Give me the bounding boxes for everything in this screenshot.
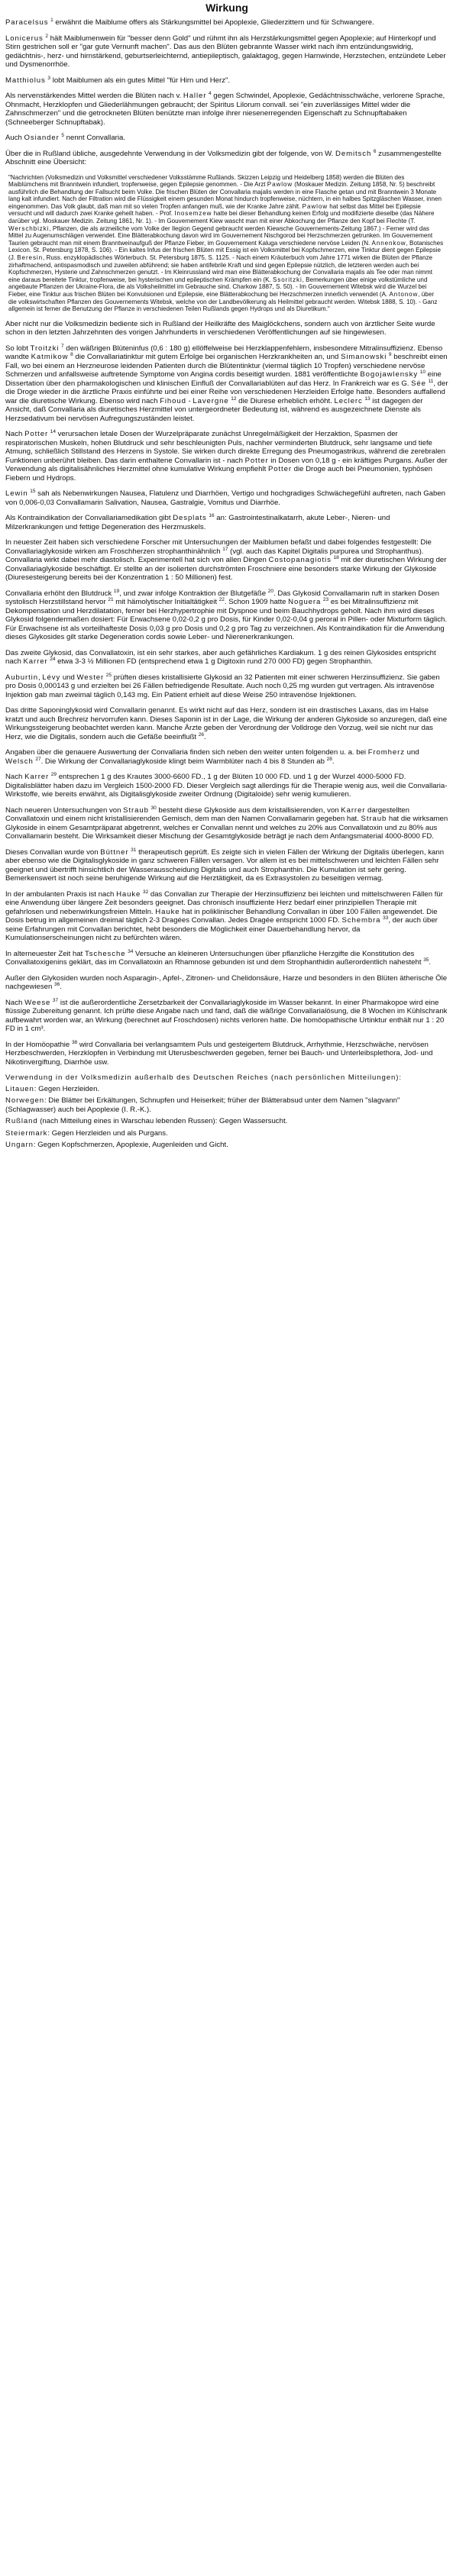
footnote-ref: 34 [128, 948, 134, 954]
body-text-bottom [5, 320, 448, 1067]
text-run: die Convallariatinktur mit gutem Erfolge bei organischen Herzkrankheiten an, und [73, 353, 341, 362]
text-run: lobt Maiblumen als ein gutes Mittel "für Hirn und Herz". [50, 76, 231, 85]
author-name: Matthiolus [5, 76, 46, 85]
author-name: Fihoud [160, 396, 186, 405]
paragraph [5, 18, 448, 27]
text-run: sah als Nebenwirkungen Nausea, Flatulenz und Diarrhöen, Vertigo und hochgradiges Schwächegefühl auftreten, nach Gaben von 0,006-0,03 Convallamarin Salivation, Nausea, Gastralgie, Vomitus und Diarrhöe. [5, 489, 446, 507]
author-name: Fromherz [367, 748, 405, 757]
country-name: Norwegen [5, 1096, 44, 1106]
paragraph [5, 150, 448, 167]
footnote-ref: 3 [47, 75, 51, 81]
footnote-ref: 14 [50, 429, 56, 435]
country-usage: : Die Blätter bei Erkältungen, Schnupfen und Heiserkeit; früher der Blätterabsud unter dem Namen "slagvann" (Schlagwasser) auch bei Apoplexie (I. R.-K.). [5, 1096, 400, 1114]
footnote-ref: 36 [54, 982, 60, 988]
text-run: Aber nicht nur die Volksmedizin bediente sich in Rußland der Heilkräfte des Maiglöckchens, sondern auch von ärztlicher Seite wurde schon in den letzten Jahrzehnten des vorigen Jahrhunderts in verschiedenen Veröffentlichungen auf sie hingewiesen. [5, 319, 435, 337]
text-run: . [60, 983, 62, 992]
footnote-ref: 12 [231, 395, 237, 402]
footnote-ref: 25 [105, 672, 112, 678]
russia-quote-block [8, 174, 448, 313]
text-run: In alterneuester Zeit hat [5, 949, 85, 958]
paragraph [5, 748, 448, 766]
footnote-ref: 19 [113, 588, 120, 594]
paragraph [5, 950, 448, 967]
paragraph [5, 1041, 448, 1067]
footnote-ref: 2 [45, 33, 48, 39]
footnote-ref: 8 [70, 352, 73, 358]
text-run: So lobt [5, 344, 31, 353]
paragraph [5, 848, 448, 883]
author-name: Pawlow [302, 202, 328, 210]
text-run: , Bemerkungen über einige volkstümliche und angebaute Pflanzen der Ukraine-Flora, die als Volksheilmittel im Gebrauche sind. Charkow 1887, S. 50). - Im Gouvernement Witebsk wird die Wurzel bei Fieber, eine Tinktur aus frischen Blüten bei Konvulsionen und Epilepsie, eine Blätterabkochung bei Herzschmerzen innerlich verwendet (A. [8, 276, 428, 298]
footnote-ref: 31 [131, 847, 137, 853]
text-run: Auch [5, 134, 24, 142]
text-run: und [404, 748, 419, 757]
author-name: Beresin [17, 254, 43, 262]
text-run: hatte bei dieser Behandlung keinen Erfolg und modifizierte dieselbe (das Nähere darüber vgl. Moskauer Medizin. Zeitung 1861, Nr. 1). - Im Gouvernement Kiew wascht man mit einer Abkochung der Pflanze den Kopf bei Flechte (T. [8, 210, 435, 225]
text-run: wird Convallaria bei verlangsamtem Puls und gesteigertem Blutdruck, Arrhythmie, Herzschwäche, nervösen Herzbeschwerden, Herzklopfen in Verbindung mit Uterusbeschwerden gegeben, ferner bei Bauch- und Unterleibsplethora, Jod- und Nikotinvergiftung, Diarrhöe usw. [5, 1040, 433, 1067]
text-run: nennt Convallaria. [63, 134, 125, 142]
folk-entry [5, 1085, 448, 1094]
footnote-ref: 11 [428, 378, 434, 384]
paragraph [5, 344, 448, 424]
text-run: hält Maiblumenwein für "besser denn Gold" und rühmt ihn als Herzstärkungsmittel gegen Apoplexie; auf Hinterkopf und Stirn gestrichen soll er "gar gute Vernunft machen". Das aus den Blüten gebrannte Wasser wirkt nach ihm entzündungswidrig, gedächtnis-, herz- und hirnstärkend, geburtserleichternd, antiepileptisch, galaktagog, gegen Harnwinde, Herzstechen, entzündete Leber und Dysmenorrhöe. [5, 34, 446, 69]
text-run: Nach [5, 998, 25, 1007]
footnote-ref: 6 [373, 148, 377, 154]
author-name: Lonicerus [5, 34, 44, 43]
country-name: Steiermark [5, 1128, 48, 1138]
paragraph [5, 806, 448, 841]
footnote-ref: 18 [333, 555, 339, 561]
author-name: Hauke [155, 907, 180, 916]
footnote-ref: 20 [267, 588, 273, 594]
folk-medicine-heading: Verwendung in der Volksmedizin außerhalb des Deutschen Reiches (nach persönlichen Mitteilungen): [5, 1073, 402, 1083]
country-usage: : Gegen Herzleiden und als Purgans. [47, 1128, 168, 1138]
text-run: Über die in Rußland übliche, ausgedehnte Verwendung in der Volksmedizin gibt der folgende, von W. [5, 149, 335, 158]
footnote-ref: 33 [383, 915, 389, 922]
text-run: die Droge auch bei Pneumonien, typhösen Fiebern und Hydrops. [5, 465, 432, 483]
country-name: Litauen [5, 1084, 34, 1093]
text-run: , über die volkswirtschaften Pflanzen des Gouvernements Witebsk, welche von der Landbevölkerung als Heilmittel gebraucht werden. Witebsk 1888, S. 10). - Ganz allgemein ist ferner die Benutzung der Pflanze in verschiedenen Teilen Rußlands gegen Hydrops und als Diuretikum." [8, 291, 438, 313]
paragraph [5, 999, 448, 1034]
text-run: hat in poliklinischer Behandlung Convallan in über 100 Fällen angewendet. Die Dosis betrug im allgemeinen dreimal täglich 2-3 Dragées Convallan. Jedes Dragée entspricht 1000 FD. [5, 907, 438, 925]
paragraph [5, 430, 448, 483]
author-name: Sée [411, 379, 426, 388]
author-name: Welsch [5, 757, 34, 766]
footnote-ref: 23 [322, 597, 329, 603]
folk-entry [5, 1141, 448, 1150]
footnote-ref: 22 [218, 597, 225, 603]
author-name: Paracelsus [5, 18, 49, 27]
author-name: Potter [244, 456, 269, 465]
text-run: Versuche an kleineren Untersuchungen über pflanzliche Herzgifte die Konstitution des Convallatoxigenins geklärt, das im Convallatoxin an Rhamnose gebunden ist und dem Strophanthidin außerordentlich nahesteht [5, 949, 424, 967]
paragraph [5, 649, 448, 667]
folk-entry [5, 1096, 448, 1114]
country-name: Rußland [5, 1117, 38, 1126]
author-name: Inosemzew [174, 210, 212, 218]
text-run: dargestellten Convallatoxin und einem nicht kristallisierenden Gemisch, dem man den Namen Convallamarin gegeben hat. [5, 805, 409, 824]
text-run: (vgl. auch das Kapitel Digitalis purpurea und Strophanthus). Convallaria wirkt dabei mehr diastolisch. Experimentell hat sich von allen Dingen [5, 547, 424, 565]
author-name: Lewin [5, 489, 28, 499]
text-run: ist die außerordentliche Zersetzbarkeit der Convallariaglykoside im Wasser bekannt. In einer Pharmakopoe wird eine flüssige Zubereitung genannt. Ich prüfte diese Angabe nach und fand, daß die wäßrige Convallarialösung, die 8 Wochen im Kühlschrank aufbewahrt worden war, an Wirkung (berechnet auf Froschdosen) nichts verloren hatte. Die homöopathische Urtinktur enthält nur 1 : 20 FD in 1 cm³. [5, 998, 448, 1034]
author-name: Karrer [24, 773, 50, 782]
author-name: Karrer [23, 657, 48, 667]
text-run: die Diurese erheblich erhöht. [236, 396, 335, 405]
text-run: Convallaria erhöht den Blutdruck [5, 589, 114, 598]
author-name: Wester [76, 673, 105, 682]
footnote-ref: 26 [198, 731, 204, 738]
text-run: Das dritte Saponinglykosid wird Convallarin genannt. Es wirkt nicht auf das Herz, sondern ist ein drastisches Laxans, das im Halse kratzt und auch Brechreiz hervorrufen kann. Dieses Saponin ist in der Lage, die Wirkung der anderen Glykoside so anzuregen, daß eine Wirkungssteigerung beobachtet werden kann. Manche Ärzte geben der Verordnung der Volldroge den Vorzug, weil sie nicht nur das Herz, wie die Digitalis, sondern auch die Gefäße beeinflußt [5, 706, 448, 741]
text-run: . [429, 958, 432, 967]
text-run: erwähnt die Maiblume offers als Stärkungsmittel bei Apoplexie, Gliederzittern und für Schwangere. [53, 18, 374, 27]
paragraph [5, 320, 448, 337]
author-name: Antonow [389, 291, 419, 298]
footnote-ref: 32 [142, 889, 149, 895]
text-run: das Convallan zur Therapie der Herzinsuffizienz bei leichten und mittelschweren Fällen für eine Anwendung über längere Zeit besonders geeignet. Das chronisch insuffiziente Herz bedarf einer prinzipiellen Therapie mit gefahrlosen und nebenwirkungsfreien Mitteln. [5, 889, 443, 916]
author-name: Ssoritzki [272, 276, 303, 283]
footnote-ref: 9 [388, 352, 392, 358]
text-run: therapeutisch geprüft. Es zeigte sich in vielen Fällen der Wirkung der Digitalis überlegen, kann aber ebenso wie die Digitalisglykoside in ganz schweren Fällen versagen. Vor allem ist es bei mittelschweren und leichten Fällen sehr geeignet und übertrifft hinsichtlich der Wasserausscheidung Digitalis und auch Strophanthin. Die Kumulation ist sehr gering. Bemerkenswert ist noch seine beruhigende Wirkung auf die Herztätigkeit, da es Extrasystolen zu beseitigen vermag. [5, 847, 445, 883]
text-run: - [186, 396, 193, 405]
author-name: Potter [24, 430, 49, 439]
footnote-ref: 29 [50, 772, 57, 778]
author-name: Straub [123, 805, 149, 815]
footnote-ref: 5 [61, 132, 64, 138]
paragraph [5, 489, 448, 507]
author-name: Simanowski [341, 353, 387, 362]
author-name: Lavergne [193, 396, 229, 405]
text-run: mit der diuretischen Wirkung der Convallariaglykoside beschäftigt. Er stellte an der isolierten durchströmten Froschniere eine besonders starke Wirkung der Glykoside (Diuresesteigerung bereits bei der Konzentration 1 : 50 Millionen) fest. [5, 556, 447, 583]
text-run: Nach neueren Untersuchungen von [5, 805, 124, 815]
paragraph [5, 974, 448, 992]
footnote-ref: 17 [222, 546, 228, 552]
text-run: , der die Droge wieder in die ärztliche Praxis einführte und bei einer Reihe von verschiedenen Herzleiden Erfolge hatte. Besonders auffallend war die diuretische Wirkung. Ebenso wird nach [5, 379, 448, 405]
text-run: Nach [5, 430, 25, 439]
text-run: gegen Schwindel, Apoplexie, Gedächtnisschwäche, verlorene Sprache, Ohnmacht, Herzklopfen und Gliederlähmungen gebraucht; der Spiritus Lilorum convall. sei "ein zuverlässiges Mittel wider die Zahnschmerzen" und die getrockneten Blüten benützte man infolge ihrer niesenerregenden Eigenschaft zu Schnupftabaken (Schneeberger Schnupftabak). [5, 92, 445, 127]
text-run: Als nervenstärkendes Mittel werden die Blüten nach v. [5, 92, 183, 100]
author-name: Lévy [42, 673, 61, 682]
text-run: in Dosen von 0,18 g - ein kräftiges Purgans. Außer der Verwendung als digitalisähnliches Herzmittel ohne kumulative Wirkung empfiehlt [5, 456, 448, 474]
author-name: Haller [183, 92, 207, 100]
body-text-top [5, 18, 448, 167]
author-name: Karrer [341, 805, 366, 815]
footnote-ref: 10 [419, 370, 425, 376]
text-run: es bei Mitralinsuffizienz mit Dekompensation und Herzdilatation, ferner bei Herzhypertrophie mit Dyspnoe und beim Bauchhydrops geholt. Nach ihm wird dieses Glykosid folgendermaßen dosiert: Für Erwachsene 0,02-0,2 g pro Dosis, für Kinder 0,02-0,04 g peroral in Pillen- oder Mixturform täglich. Für Erwachsene ist als vorteilhafteste Dosis 0,03 g pro Dosis und 0,2 g pro Tag zu verzeichnen. Als Kontraindikation für die Anwendung dieses Glykosides gilt starke Degeneration cordis sowie Leber- und Nierenerkrankungen. [5, 598, 448, 642]
text-run: ist dagegen der Ansicht, daß Convallaria als diuretisches Herzmittel von untergeordneter Bedeutung ist, während es ausgezeichnete Dienste als Herzsedativum bei nervösen Aufregungszuständen leistet. [5, 396, 423, 423]
paragraph [5, 34, 448, 69]
author-name: Auburtin [5, 673, 38, 682]
paragraph [5, 589, 448, 642]
footnote-ref: 30 [150, 805, 157, 811]
text-run: an: Gastrointestinalkatarrh, akute Leber-, Nieren- und Milzerkrankungen und fettige Degeneration des Herzmuskels. [5, 514, 390, 531]
author-name: Hauke [116, 889, 141, 899]
author-name: Tschesche [85, 949, 126, 958]
paragraph [5, 890, 448, 943]
author-name: Bogojawlensky [360, 370, 419, 379]
footnote-ref: 21 [108, 597, 114, 603]
text-run: , [37, 673, 43, 682]
text-run: . Schon 1909 hatte [224, 598, 289, 607]
text-run: "Nachrichten (Volksmedizin und Volksmittel verschiedener Volksstämme Rußlands. Skizzen Leipzig und Heidelberg 1858) werden die Blüten des Maiblümchens mit Branntwein infundiert, tropfenweise, gegen Epilepsie genommen. - Die Arzt [8, 173, 405, 189]
author-name: Leclerc [334, 396, 363, 405]
author-name: Noguera [288, 598, 322, 607]
text-run: hat die wirksamen Glykoside in einem Gesamtpräparat abgetrennt, welches er Convallan nennt und welches zu 20% aus Convallatoxin und zu 80% aus Convallamarin besteht. Die Wirksamkeit dieser Mischung der Gesamtglykoside beträgt je nach dem Anfangsmaterial 4000-8000 FD. [5, 815, 448, 841]
footnote-ref: 7 [60, 343, 64, 349]
text-run: Das zweite Glykosid, das Convallatoxin, ist ein sehr starkes, aber auch gefährliches Kardiakum. 1 g des reinen Glykosides entspricht nach [5, 648, 436, 667]
text-run: . [204, 732, 206, 741]
author-name: Schembra [341, 916, 381, 925]
text-run: hat selbst das Mittel bei Epilepsie versucht und will dadurch zwei Kranke geheilt haben. - Prof. [8, 202, 421, 218]
text-run: In der Homöopathie [5, 1040, 72, 1049]
text-run: . Das Glykosid Convallamarin ruft in starken Dosen systolisch Herzstillstand hervor [5, 589, 439, 607]
text-run: prüften dieses kristallisierte Glykosid an 32 Patienten mit einer schweren Herzinsuffizienz. Sie gaben pro Dosis 0,000143 g und erzielten bei 26 Fällen befriedigende Resultate. Auch noch 0,25 mg wurden gut vertragen. Als intravenöse Injektion gab man zweimal täglich 0,143 mg. Ein Patient erhielt auf diese Weise 250 intravenöse Injektionen. [5, 673, 440, 699]
text-run: , Pflanzen, die als arzneiliche vom Volke der Ilegion Gegend gebraucht werden Kiewsche Gouvernements-Zeitung 1867.) - Ferner wird das Mittel zu Augenumschlägen verwendet. Eine Blätterabkochung davon wird im Gouvernement Nischgorod bei Herzschmerzen getrunken. Im Gouvernement Taurien gebraucht man mit einem Branntweinaufguß der Pflanze Fieber, im Gouvernement Kaluga verschiedene nervöse Leiden (N. [8, 224, 433, 247]
paragraph [5, 134, 448, 143]
footnote-ref: 1 [50, 17, 53, 23]
author-name: Katmikow [31, 353, 69, 362]
author-name: Werschbizki [8, 224, 50, 232]
author-name: Weese [24, 998, 51, 1007]
footnote-ref: 16 [209, 513, 215, 519]
country-name: Ungarn [5, 1141, 34, 1150]
footnote-ref: 24 [50, 657, 56, 663]
country-usage: : Gegen Herzleiden. [34, 1084, 100, 1093]
text-run: Angaben über die genauere Auswertung der Convallaria finden sich neben den weiter unten folgenden u. a. bei [5, 748, 368, 757]
text-run: mit hämolytischer Initialtätigkeit [113, 598, 219, 607]
author-name: Büttner [100, 847, 129, 857]
text-run: und [60, 673, 77, 682]
author-name: Pawlow [267, 181, 293, 189]
footnote-ref: 38 [71, 1039, 78, 1045]
text-run: Als Kontraindikation der Convallariamedikation gibt [5, 514, 173, 523]
text-run: Nach [5, 773, 25, 782]
author-name: Troitzki [30, 344, 60, 353]
folk-medicine-section [5, 1073, 448, 1150]
footnote-ref: 35 [423, 957, 429, 964]
paragraph [5, 514, 448, 531]
text-run: (Moskauer Medizin. Zeitung 1858, Nr. 5) beschreibt ausführlich die Behandlung der Fallsucht beim Volke. Die frischen Blüten der Convallaria majalis werden in eine Flasche getan und mit Branntwein 3 Monate lang kalt infundiert. Nach der Filtration wird die Flüssigkeit einem gesunden Monat hindurch tropfenweise, nüchtern, in ein halbes Spitzgläschen Wasser, innen eingenommen. Das Volk glaubt, daß man mit so vielen Tropfen anfangen muß, wie der Kranke Jahre zählt. [8, 181, 442, 210]
text-run: etwa 3-3 ½ Millionen FD (entsprechend etwa 1 g Digitoxin rund 270 000 FD) gegen Strophanthin. [55, 657, 373, 667]
text-run: In der ambulanten Praxis ist nach [5, 889, 117, 899]
text-run: zusammengestellte Abschnitt eine Übersicht: [5, 149, 442, 166]
text-run: , der auch über seine Erfahrungen mit Convallan berichtet, hebt besonders die Möglichkeit einer Dauerbehandlung hervor, da Kumulationserscheinungen nicht zu befürchten wären. [5, 916, 438, 943]
footnote-ref: 28 [326, 756, 332, 762]
text-run: besteht diese Glykoside aus dem kristallisierenden, von [156, 805, 341, 815]
author-name: Osiander [24, 134, 60, 142]
text-run: , Botanisches Lexicon. St. Petersburg 1878, S. 106). - Ein kaltes Infus der frischen Blüten mit Essig ist ein Volksmittel bei Kopfschmerzen, eine Tinktur dient gegen Epilepsie (J. [8, 239, 444, 262]
paragraph [5, 673, 448, 700]
paragraph [5, 76, 448, 86]
author-name: Potter [267, 465, 292, 474]
text-run: den wäßrigen Blüteninfus (0,6 : 180 g) ellöffelweise bei Herzklappenfehlern, insbesondere Mitralinsuffizienz. Ebenso wandte [5, 344, 443, 362]
text-run: . Die Wirkung der Convallariaglykoside klingt beim Warmblüter nach 4 bis 8 Stunden ab [40, 757, 327, 766]
text-run: eine Dissertation über den pharmakologischen und klinischen Einfluß der Convallariablüten auf das Herz. In Frankreich war es G. [5, 370, 442, 388]
author-name: Annenkow [371, 239, 406, 247]
text-run: , Russ. enzyklopädisches Wörterbuch. St. Petersburg 1875, S. 1125. - Nach einem Kräuterbuch vom Jahre 1771 wirken die Blüten der Pflanze zirhaftmachend, antispasmodisch und zuweilen abführend; sie haben antifebrile Kraft und sind gegen Epilepsie nützlich, die letzteren werden auch bei Kopfschmerzen, Hysterie und Zahnschmerzen genutzt. - Im Kleinrussland wird man eine Blätterabkochung der Convallaria majalis als Tee oder man nimmt eine daraus bereitete Tinktur, tropfenweise, bei hysterischen und epileptischen Krämpfen ein (K. [8, 254, 433, 283]
author-name: Desplats [173, 514, 207, 523]
page-title: Wirkung [205, 2, 248, 14]
paragraph [5, 538, 448, 583]
footnote-ref: 15 [30, 489, 36, 495]
footnote-ref: 13 [364, 395, 370, 402]
country-usage: : Gegen Kopfschmerzen, Apoplexie, Augenleiden und Gicht. [33, 1141, 228, 1150]
paragraph [5, 92, 448, 127]
author-name: Straub [361, 815, 387, 824]
country-usage: (nach Mitteilung eines in Warschau lebenden Russen): Gegen Wassersucht. [37, 1117, 288, 1126]
footnote-ref: 37 [52, 997, 59, 1003]
text-run: , und zwar infolge Kontraktion der Blutgefäße [119, 589, 268, 598]
text-run: Dieses Convallan wurde von [5, 847, 101, 857]
author-name: Costopanagiotis [268, 556, 332, 565]
text-run: . [332, 757, 335, 766]
paragraph [5, 773, 448, 799]
paragraph [5, 706, 448, 741]
text-run: In neuester Zeit haben sich verschiedene Forscher mit Untersuchungen der Maiblumen befaßt und dabei folgendes festgestellt: Die Convallariaglykoside wirken am Froschherzen strophanthinähnlich [5, 538, 432, 556]
text-run: beschreibt einen Fall, wo bei einem an Herzneurose leidenden Patienten durch die Blütentinktur (viermal täglich 10 Tropfen) verschiedene nervöse Schmerzen und anfallsweise auftretende Symptome von Angina cordis beseitigt wurden. 1881 veröffentlichte [5, 353, 448, 379]
footnote-ref: 27 [35, 756, 41, 762]
text-run: entsprechen 1 g des Krautes 3000-6600 FD., 1 g der Blüten 10 000 FD. und 1 g der Wurzel 4000-5000 FD. Digitalisblätter haben dazu im Vergleich 1500-2000 FD. Dieser Vergleich sagt allerdings für die Therapie wenig aus, weil die Convallaria-Wirkstoffe, wie bereits erwähnt, als Digitalisglykoside zweiter Ordnung (Digitaloide) sehr wenig kumulieren. [5, 773, 448, 799]
author-name: Demitsch [335, 149, 372, 158]
footnote-ref: 4 [209, 90, 212, 96]
text-run: Außer den Glykosiden wurden noch Asparagin-, Apfel-, Zitronen- und Chelidonsäure, Harze und besonders in den Blüten ätherische Öle nachgewiesen [5, 973, 448, 992]
folk-entry [5, 1129, 448, 1138]
folk-entry [5, 1117, 448, 1126]
text-run: verursachen letale Dosen der Wurzelpräparate zunächst Unregelmäßigkeit der Herzaktion, Spasmen der respiratorischen Muskeln, hohen Blutdruck und sehr beschleunigten Puls, nachher verminderten Blutdruck, sehr langsame und tiefe Atmung, schließlich Stillstand des Herzens in Systole. Sie wirken durch direkte Erregung des Pneumogastrikus, während die zerebralen Funktionen unberührt bleiben. Das darin enthaltene Convallarin ist - nach [5, 430, 445, 465]
